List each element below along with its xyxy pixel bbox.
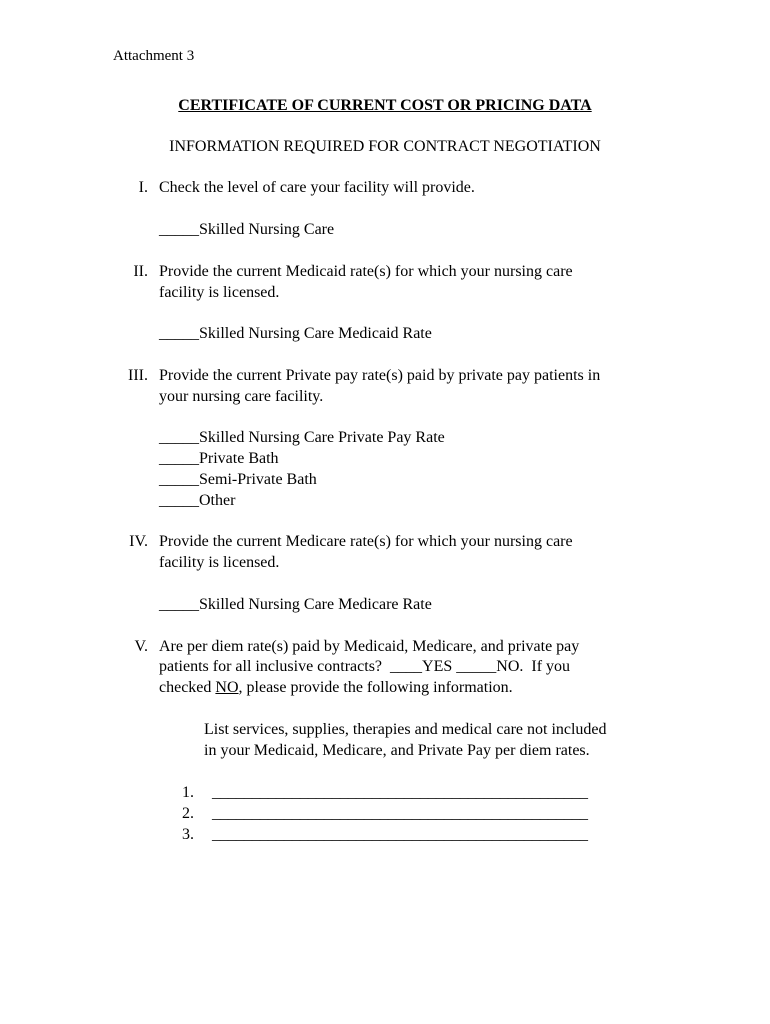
section-numeral: V. — [134, 638, 148, 655]
section-text: Provide the current Medicaid rate(s) for which your nursing care — [159, 263, 573, 280]
rate-option[interactable]: _____Skilled Nursing Care Medicaid Rate — [159, 325, 432, 342]
section-text: Provide the current Private pay rate(s) paid by private pay patients in — [159, 367, 601, 384]
list-number: 1. — [182, 784, 194, 801]
section-text: facility is licensed. — [159, 284, 280, 301]
text-fragment: checked — [159, 679, 216, 696]
attachment-label: Attachment 3 — [113, 48, 195, 64]
section-numeral: II. — [133, 263, 148, 280]
yes-no-question[interactable]: patients for all inclusive contracts? ____YES _____NO. If you — [159, 658, 571, 675]
fill-in-line[interactable]: _______________________________________________ — [212, 826, 588, 843]
instruction-text: List services, supplies, therapies and medical care not included — [204, 721, 607, 738]
rate-option[interactable]: _____Skilled Nursing Care Private Pay Rate — [159, 429, 445, 446]
rate-option[interactable]: _____Skilled Nursing Care Medicare Rate — [159, 596, 432, 613]
instruction-text: in your Medicaid, Medicare, and Private Pay per diem rates. — [204, 742, 590, 759]
section-text: Provide the current Medicare rate(s) for which your nursing care — [159, 533, 573, 550]
document-subtitle: INFORMATION REQUIRED FOR CONTRACT NEGOTIATION — [169, 138, 601, 155]
section-text: your nursing care facility. — [159, 388, 324, 405]
section-numeral: IV. — [129, 533, 148, 550]
text-fragment: , please provide the following information. — [238, 679, 513, 696]
fill-in-line[interactable]: _______________________________________________ — [212, 805, 588, 822]
section-text: Check the level of care your facility will provide. — [159, 179, 475, 196]
section-text: facility is licensed. — [159, 554, 280, 571]
no-emphasis: NO — [215, 679, 239, 696]
rate-option[interactable]: _____Other — [159, 492, 236, 509]
list-number: 3. — [182, 826, 194, 843]
section-text — [159, 677, 513, 698]
list-number: 2. — [182, 805, 194, 822]
section-text: Are per diem rate(s) paid by Medicaid, Medicare, and private pay — [159, 638, 580, 655]
section-numeral: I. — [138, 179, 148, 196]
rate-option[interactable]: _____Private Bath — [159, 450, 279, 467]
rate-option[interactable]: _____Semi-Private Bath — [159, 471, 317, 488]
section-numeral: III. — [128, 367, 148, 384]
care-option[interactable]: _____Skilled Nursing Care — [159, 221, 335, 238]
document-title: CERTIFICATE OF CURRENT COST OR PRICING DATA — [178, 97, 592, 114]
fill-in-line[interactable]: _______________________________________________ — [212, 784, 588, 801]
